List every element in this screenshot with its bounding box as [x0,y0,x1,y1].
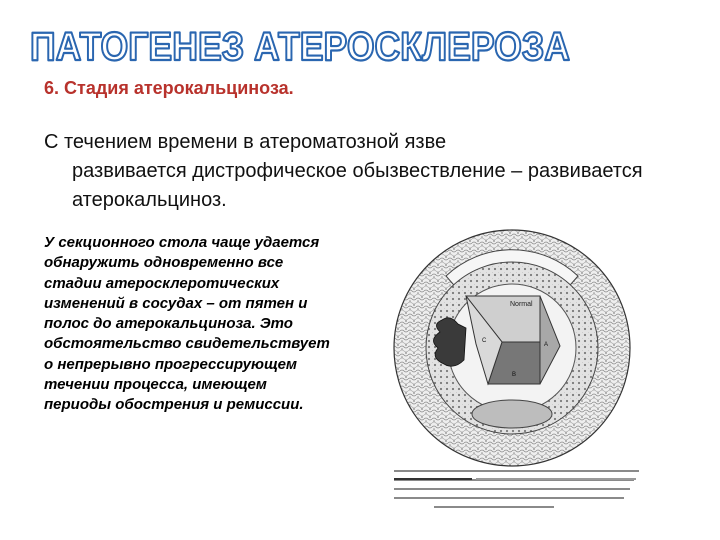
slide-title [0,16,720,72]
slide-title-text: ПАТОГЕНЕЗ АТЕРОСКЛЕРОЗА [30,25,570,69]
stage-heading: 6. Стадия атерокальциноза. [44,78,294,98]
main-paragraph-first: С течением времени в атероматозной язве [44,131,447,153]
label-b: B [512,372,517,378]
label-a: A [544,342,549,348]
side-text: У секционного стола чаще удается обнаружить одновременно все стадии атеросклеротических изменений в сосудах – от пятен и полос до атерокальциноза. Это обстоятельство свидетельствует о непрерывно прогрессирующем течении процесса, имеющем периоды обострения и ремиссии. [44,234,330,414]
caption-line [394,470,639,472]
caption-line [394,488,630,490]
caption-line [434,506,554,508]
bottom-lesion [472,400,552,428]
main-paragraph [44,128,684,215]
figure-caption [394,470,639,518]
main-paragraph-rest: развивается дистрофическое обызвествление – развивается атерокальциноз. [72,160,643,211]
caption-line [394,497,624,499]
label-normal: Normal [510,301,533,308]
label-c: C [482,338,487,344]
